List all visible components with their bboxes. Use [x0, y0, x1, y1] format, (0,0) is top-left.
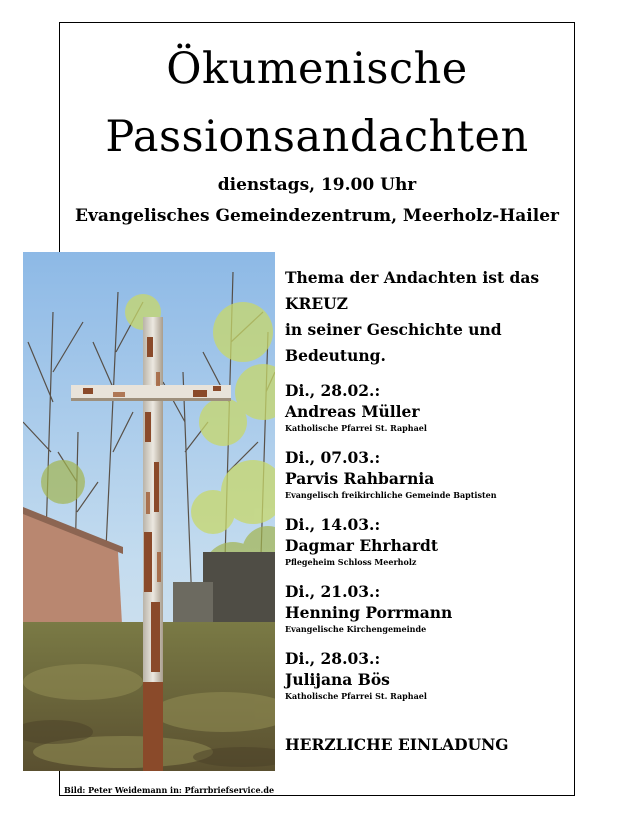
cross-photo-illustration	[23, 252, 275, 771]
entry-speaker: Parvis Rahbarnia	[285, 469, 435, 488]
entry-speaker: Henning Porrmann	[285, 603, 453, 622]
schedule-entry	[285, 381, 570, 448]
schedule-entry	[285, 448, 570, 515]
schedule-list	[285, 381, 570, 716]
event-time: dienstags, 19.00 Uhr	[217, 175, 417, 195]
invitation-text: HERZLICHE EINLADUNG	[285, 735, 509, 754]
theme-text	[285, 265, 570, 369]
photo-credit: Bild: Peter Weidemann in: Pfarrbriefservice.de	[64, 785, 275, 795]
theme-line-2: KREUZ	[285, 294, 348, 313]
theme-line-1: Thema der Andachten ist das	[285, 268, 540, 287]
cross-photo	[23, 252, 275, 771]
entry-speaker: Julijana Bös	[285, 670, 390, 689]
entry-organization: Pflegeheim Schloss Meerholz	[285, 557, 417, 567]
entry-date: Di., 07.03.:	[285, 448, 381, 467]
title-line-2: Passionsandachten	[105, 112, 529, 162]
entry-date: Di., 14.03.:	[285, 515, 381, 534]
schedule-entry	[285, 582, 570, 649]
title-line-1: Ökumenische	[166, 44, 468, 94]
schedule-entry	[285, 649, 570, 716]
entry-date: Di., 28.02.:	[285, 381, 381, 400]
event-venue: Evangelisches Gemeindezentrum, Meerholz-Hailer	[75, 206, 559, 226]
theme-line-3: in seiner Geschichte und	[285, 320, 502, 339]
entry-organization: Katholische Pfarrei St. Raphael	[285, 423, 427, 433]
entry-organization: Katholische Pfarrei St. Raphael	[285, 691, 427, 701]
entry-organization: Evangelische Kirchengemeinde	[285, 624, 427, 634]
entry-speaker: Dagmar Ehrhardt	[285, 536, 439, 555]
theme-line-4: Bedeutung.	[285, 346, 386, 365]
entry-date: Di., 21.03.:	[285, 582, 381, 601]
entry-organization: Evangelisch freikirchliche Gemeinde Baptisten	[285, 490, 497, 500]
entry-speaker: Andreas Müller	[285, 402, 420, 421]
schedule-entry	[285, 515, 570, 582]
entry-date: Di., 28.03.:	[285, 649, 381, 668]
